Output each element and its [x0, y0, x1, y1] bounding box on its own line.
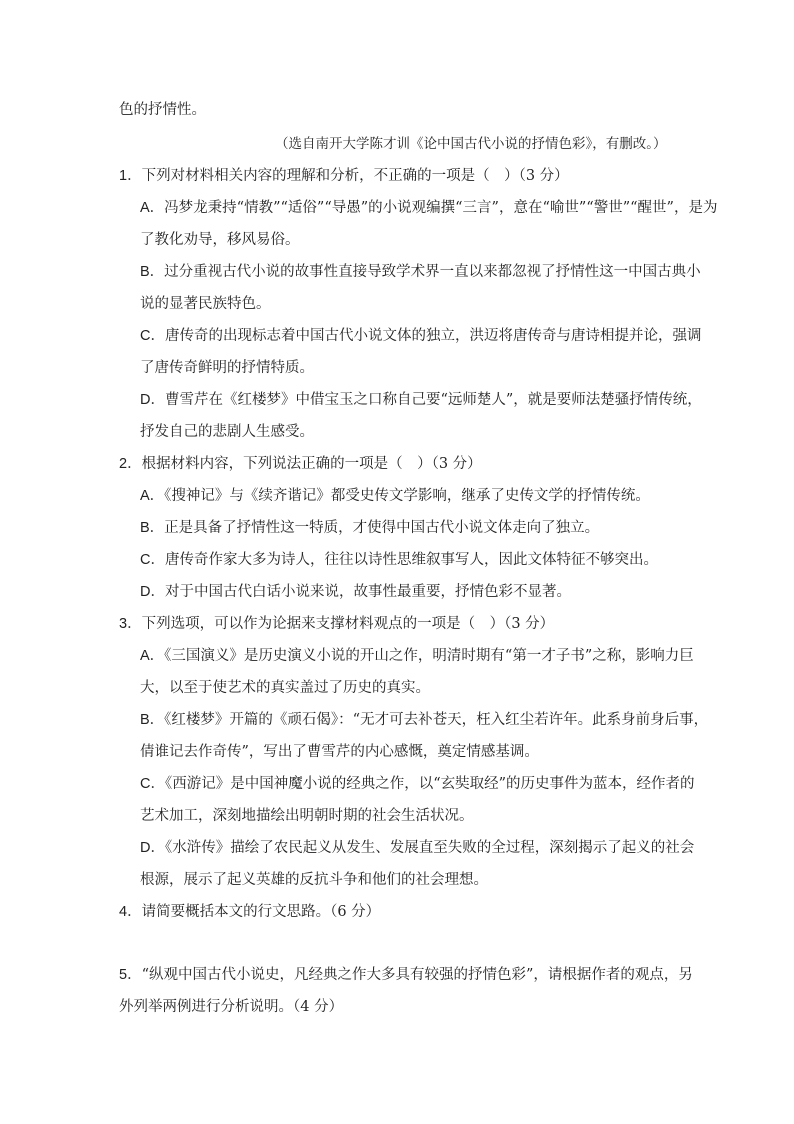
option-label: A． [140, 648, 165, 664]
question-3-option-b-cont: 倩谁记去作奇传”，写出了曹雪芹的内心感慨，奠定情感基调。 [140, 744, 539, 760]
question-1-option-a: A．冯梦龙秉持“情教”“适俗”“导愚”的小说观编撰“三言”，意在“喻世”“警世”“醒世”，是为 [140, 200, 718, 216]
question-3-stem: 3．下列选项，可以作为论据来支撑材料观点的一项是（ ）（3 分） [119, 616, 555, 632]
question-number: 4． [119, 904, 142, 920]
option-label: D． [140, 840, 165, 856]
question-1-option-b: B．过分重视古代小说的故事性直接导致学术界一直以来都忽视了抒情性这一中国古典小 [140, 264, 701, 280]
option-label: C． [140, 328, 165, 344]
question-3-option-c-cont: 艺术加工，深刻地描绘出明朝时期的社会生活状况。 [140, 808, 474, 824]
question-2-option-a: A．《搜神记》与《续齐谐记》都受史传文学影响，继承了史传文学的抒情传统。 [140, 488, 650, 504]
question-1-stem: 1．下列对材料相关内容的理解和分析，不正确的一项是（ ）（3 分） [119, 168, 569, 184]
source-citation: （选自南开大学陈才训《论中国古代小说的抒情色彩》，有删改。） [275, 136, 667, 152]
option-label: C． [140, 552, 165, 568]
question-3-option-d: D．《水浒传》描绘了农民起义从发生、发展直至失败的全过程，深刻揭示了起义的社会 [140, 840, 695, 856]
question-5-stem: 5．“纵观中国古代小说史，凡经典之作大多具有较强的抒情色彩”，请根据作者的观点，另 [119, 967, 693, 983]
option-label: C． [140, 776, 165, 792]
question-3-option-a: A．《三国演义》是历史演义小说的开山之作，明清时期有“第一才子书”之称，影响力巨 [140, 648, 694, 664]
option-label: B． [140, 712, 165, 728]
question-1-option-b-cont: 说的显著民族特色。 [140, 296, 271, 312]
question-number: 3． [119, 616, 142, 632]
question-3-option-d-cont: 根源，展示了起义英雄的反抗斗争和他们的社会理想。 [140, 872, 488, 888]
question-2-option-b: B．正是具备了抒情性这一特质，才使得中国古代小说文体走向了独立。 [140, 520, 600, 536]
option-label: B． [140, 520, 165, 536]
option-label: A． [140, 488, 165, 504]
question-3-option-c: C．《西游记》是中国神魔小说的经典之作，以“玄奘取经”的历史事件为蓝本，经作者的 [140, 776, 695, 792]
question-2-option-d: D．对于中国古代白话小说来说，故事性最重要，抒情色彩不显著。 [140, 584, 571, 600]
question-1-option-a-cont: 了教化劝导，移风易俗。 [140, 232, 300, 248]
intro-tail: 色的抒情性。 [119, 102, 206, 118]
question-4-stem: 4．请简要概括本文的行文思路。（6 分） [119, 904, 381, 920]
question-2-option-c: C．唐传奇作家大多为诗人，往往以诗性思维叙事写人，因此文体特征不够突出。 [140, 552, 658, 568]
question-number: 1． [119, 168, 142, 184]
question-5-stem-cont: 外列举两例进行分析说明。（4 分） [119, 999, 344, 1015]
question-3-option-b: B．《红楼梦》开篇的《顽石偈》：“无才可去补苍天，枉入红尘若许年。此系身前身后事， [140, 712, 709, 728]
question-1-option-c-cont: 了唐传奇鲜明的抒情特质。 [140, 360, 314, 376]
question-3-option-a-cont: 大，以至于使艺术的真实盖过了历史的真实。 [140, 680, 430, 696]
option-label: B． [140, 264, 165, 280]
question-number: 2． [119, 456, 142, 472]
option-label: A． [140, 200, 165, 216]
question-1-option-d-cont: 抒发自己的悲剧人生感受。 [140, 424, 314, 440]
option-label: D． [140, 584, 165, 600]
option-label: D． [140, 392, 165, 408]
question-1-option-d: D．曹雪芹在《红楼梦》中借宝玉之口称自己要“远师楚人”，就是要师法楚骚抒情传统， [140, 392, 702, 408]
question-1-option-c: C．唐传奇的出现标志着中国古代小说文体的独立，洪迈将唐传奇与唐诗相提并论，强调 [140, 328, 702, 344]
question-number: 5． [119, 967, 142, 983]
question-2-stem: 2．根据材料内容，下列说法正确的一项是（ ）（3 分） [119, 456, 482, 472]
